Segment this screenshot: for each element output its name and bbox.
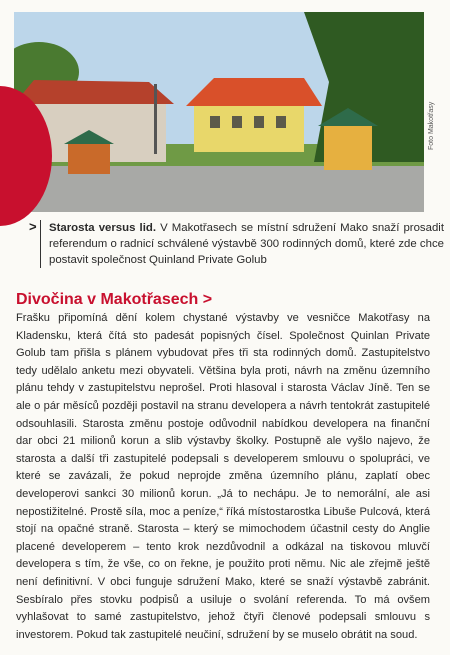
window [254, 116, 264, 128]
window [232, 116, 242, 128]
kiosk-right [324, 124, 372, 170]
caption-chevron-icon: > [29, 219, 37, 234]
photo-credit: Foto Makotřasy [428, 101, 435, 150]
article-body: Frašku připomíná dění kolem chystané výstavby ve vesničce Makotřasy na Kladensku, která čítá sto padesát popisných čísel. Společnost Quinlan Private Golub tam přišla s plánem vybudovat přes tři sta rodinných domů. Zastupitelstvo tedy udělalo anketu mezi obyvateli. Většina byla proti, návrh na změnu územního plánu tehdy v zastupitelstvu neprošel. Proti hlasoval i starosta Václav Jíně. Ten se ale o pár měsíců později postavil na stranu developera a návrh tentokrát zastupitelé odsouhlasili. Starosta změnu postoje odůvodnil nabídkou developera na finanční dar obci 21 milionů korun a slib výstavby školky. Postupně ale vyšlo najevo, že starosta a další tři zastupitelé podepsali s developerem smlouvu o spolupráci, ve které se zavázali, že pokud neprojde změna územního plánu, zaplatí obec developerovi sankci 30 milionů korun. „Já to nechápu. Je to nemorální, ale asi nepostižitelné. Prostě síla, moc a peníze,“ říká místostarostka Libuše Pulcová, která stojí na opačné straně. Starosta – který se mimochodem účastnil cesty do Anglie placené developerem – tento krok nezdůvodnil a odkázal na tiskovou mluvčí developera s tím, že vše, co on řekne, je použito proti němu. Nic ale zřejmě ještě není definitivní. V obci funguje sdružení Mako, které se snaží výstavbě zabránit. Sesbíralo přes stovku podpisů a usiluje o svolání referenda. To má ovšem vyhlašovat to samé zastupitelstvo, jehož čtyři členové podepsali smlouvu s investorem. Pokud tak zastupitelé neučiní, sdružení by se muselo obrátit na soud. [16, 312, 430, 641]
window [276, 116, 286, 128]
window [210, 116, 220, 128]
utility-pole [154, 84, 157, 154]
kiosk-left [68, 142, 110, 174]
article-heading: Divočina v Makotřasech > [16, 291, 213, 308]
caption-bold: Starosta versus lid. [49, 222, 156, 234]
article-photo [14, 12, 424, 212]
photo-caption [40, 220, 444, 268]
caption-text: V Makotřasech se místní sdružení Mako snaží prosadit referendum o radnicí schválené výstavbě 300 rodinných domů, které zde chce postavit společnost Quinland Private Golub [49, 222, 444, 266]
village-photo-illustration [14, 12, 424, 212]
left-roof [14, 80, 174, 104]
